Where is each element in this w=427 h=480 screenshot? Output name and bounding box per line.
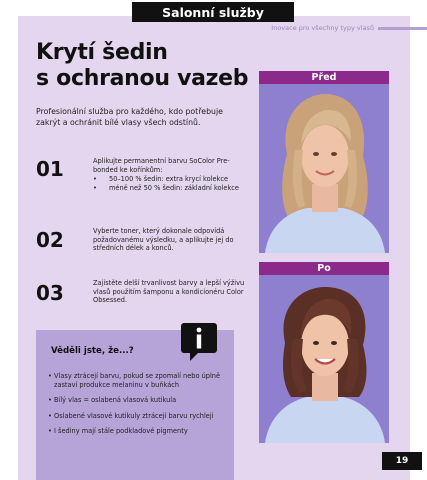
- step-number-3: 03: [36, 281, 64, 305]
- after-label: Po: [259, 262, 389, 275]
- did-you-know-item: • Bílý vlas = oslabená vlasová kutikula: [48, 396, 232, 405]
- step-text-2: Vyberte toner, který dokonale odpovídá požadovanému výsledku, a aplikujte jej do středních délek a konců.: [93, 227, 234, 253]
- page-title: [36, 40, 256, 92]
- section-header: Salonní služby: [132, 2, 294, 22]
- did-you-know-item: • Oslabené vlasové kutikuly ztrácejí barvu rychleji: [48, 412, 232, 421]
- intro-text: Profesionální služba pro každého, kdo potřebuje zakrýt a ochránit bílé vlasy všech odstínů.: [36, 107, 223, 127]
- step-1-bullet: • méně než 50 % šedin: základní kolekce: [93, 184, 253, 193]
- step-text-3: Zajistěte delší trvanlivost barvy a lepší výživu vlasů použitím šamponu a kondicionéru Color Obsessed.: [93, 279, 245, 305]
- before-label: Před: [259, 71, 389, 84]
- did-you-know-item: • Vlasy ztrácejí barvu, pokud se zpomalí nebo úplně zastaví produkce melaninu v buňkách: [48, 372, 232, 389]
- tagline-accent-line: [378, 27, 427, 30]
- step-number-1: 01: [36, 157, 64, 181]
- after-photo: [259, 275, 389, 443]
- did-you-know-item: • I šediny mají stále podkladové pigmenty: [48, 427, 232, 436]
- step-1-bullet-list: [93, 175, 253, 192]
- before-photo: [259, 84, 389, 253]
- page-number: 19: [382, 452, 422, 470]
- did-you-know-heading: Věděli jste, že...?: [51, 346, 134, 356]
- step-number-2: 02: [36, 228, 64, 252]
- after-portrait-image: [259, 275, 389, 443]
- before-portrait-image: [259, 84, 389, 253]
- tagline: Inovace pro všechny typy vlasů: [271, 24, 374, 32]
- info-icon: [180, 322, 218, 362]
- title-line-1: Krytí šedin: [36, 40, 168, 65]
- did-you-know-list: [48, 372, 232, 443]
- step-1-description: Aplikujte permanentní barvu SoColor Pre-bonded ke kořínkům:: [93, 157, 230, 174]
- step-1-bullet: • 50–100 % šedin: extra krycí kolekce: [93, 175, 253, 184]
- step-text-1: [93, 157, 253, 192]
- title-line-2: s ochranou vazeb: [36, 66, 249, 91]
